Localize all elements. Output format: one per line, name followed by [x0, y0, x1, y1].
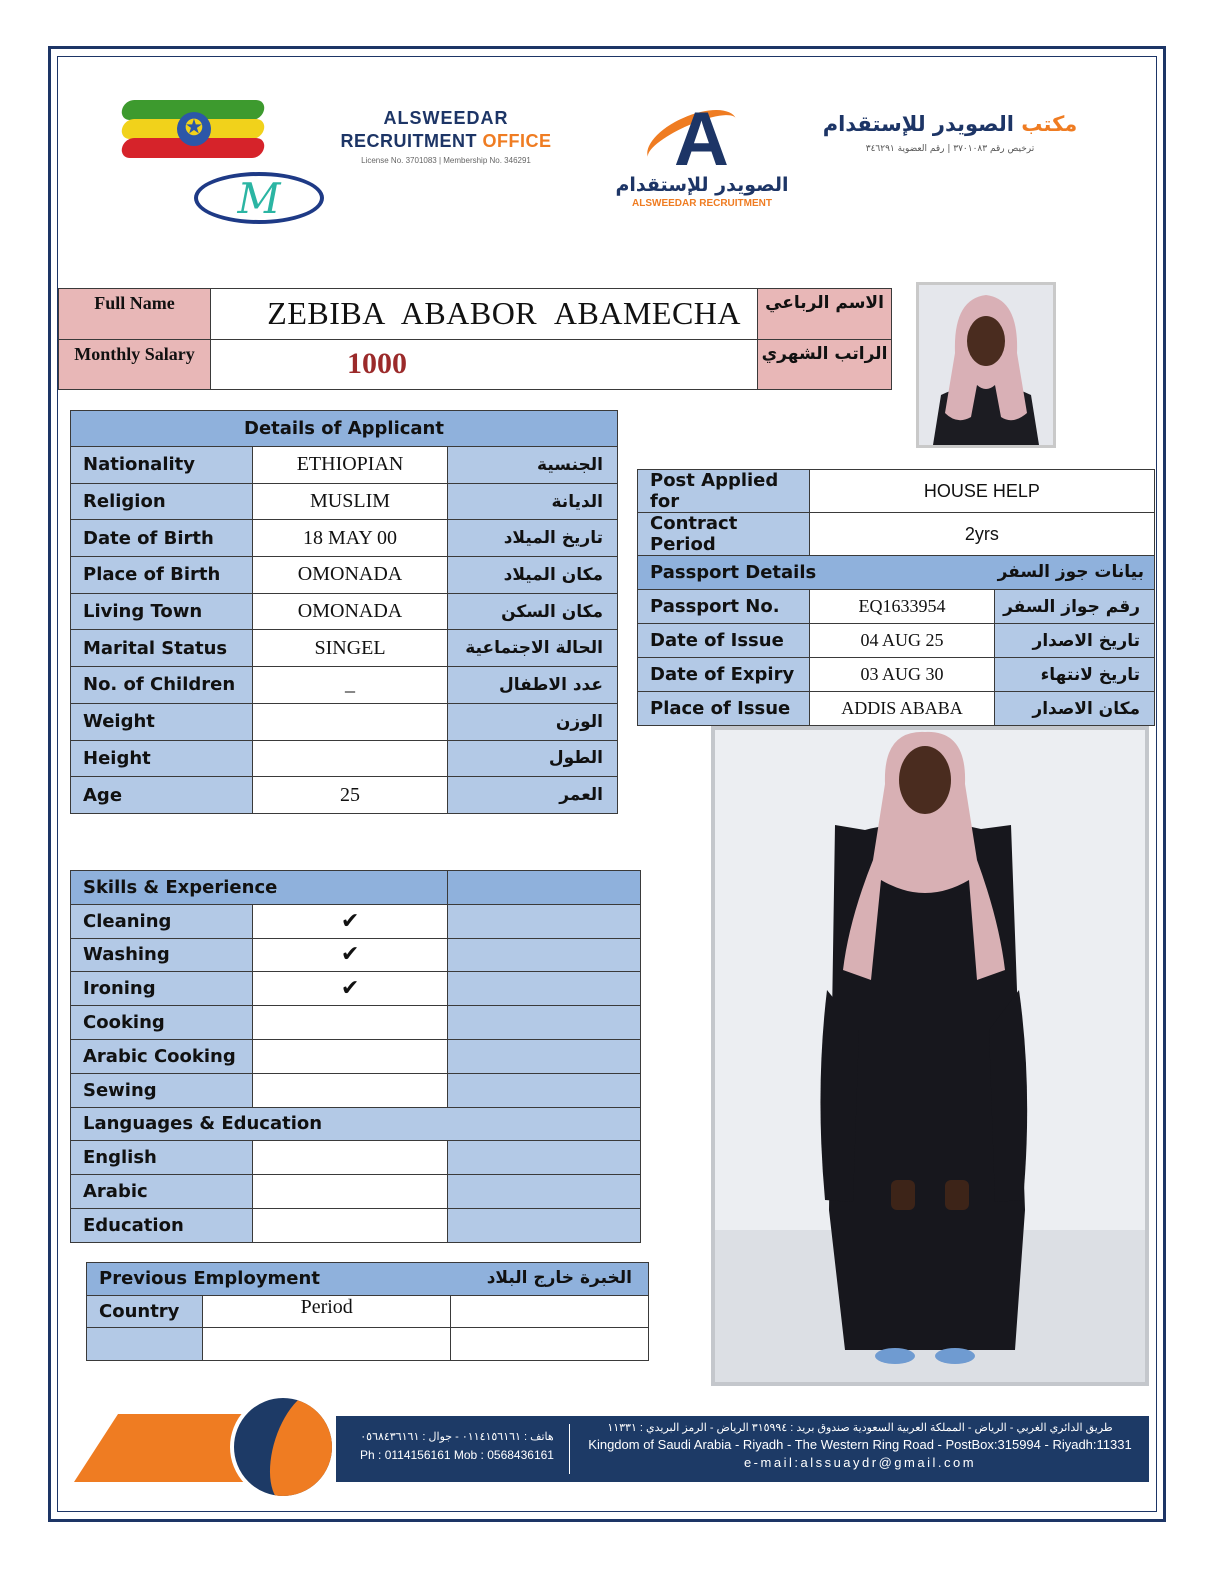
- lang-arabic-label: Arabic: [71, 1175, 253, 1209]
- languages-title: Languages & Education: [71, 1107, 641, 1141]
- issue-date-label-ar: تاريخ الاصدار: [995, 624, 1155, 658]
- dob-label: Date of Birth: [71, 520, 253, 557]
- place-of-issue-label-ar: مكان الاصدار: [995, 692, 1155, 726]
- height-label: Height: [71, 740, 253, 777]
- place-of-birth-label: Place of Birth: [71, 557, 253, 594]
- living-town-label: Living Town: [71, 593, 253, 630]
- country-value: [87, 1328, 203, 1361]
- period-label: Period: [202, 1295, 451, 1328]
- phone-en: Ph : 0114156161 Mob : 0568436161: [360, 1448, 554, 1462]
- age-label: Age: [71, 777, 253, 814]
- footer-contact-bar: [336, 1416, 1149, 1482]
- religion-label: Religion: [71, 483, 253, 520]
- contract-value: 2yrs: [809, 513, 1154, 556]
- height-value: [252, 740, 448, 777]
- address-en: Kingdom of Saudi Arabia - Riyadh - The Western Ring Road - PostBox:315994 - Riyadh:11331: [588, 1437, 1132, 1452]
- expiry-date-label-ar: تاريخ لانتهاء: [995, 658, 1155, 692]
- contract-label: Contract Period: [638, 513, 810, 556]
- religion-value: MUSLIM: [252, 483, 448, 520]
- details-title: Details of Applicant: [71, 411, 618, 447]
- marital-status-value: SINGEL: [252, 630, 448, 667]
- footer-logo-circle: [230, 1394, 336, 1500]
- skill-sewing-label: Sewing: [71, 1073, 253, 1107]
- age-label-ar: العمر: [448, 777, 618, 814]
- email-link[interactable]: e-mail:alssuaydr@gmail.com: [743, 1455, 977, 1470]
- skill-washing-label: Washing: [71, 938, 253, 972]
- passport-no-label-ar: رقم جواز السفر: [995, 590, 1155, 624]
- passport-details-table: [637, 469, 1155, 726]
- country-label: Country: [87, 1295, 203, 1328]
- brand-a-logo: A: [644, 102, 754, 178]
- nationality-label: Nationality: [71, 447, 253, 484]
- m-agency-logo: M: [194, 172, 324, 224]
- children-value: _: [252, 667, 448, 704]
- check-icon: ✔: [252, 938, 448, 972]
- skill-sewing-value: [252, 1073, 448, 1107]
- marital-status-label: Marital Status: [71, 630, 253, 667]
- religion-label-ar: الديانة: [448, 483, 618, 520]
- skill-cleaning-label: Cleaning: [71, 904, 253, 938]
- name-salary-table: [58, 288, 892, 390]
- height-label-ar: الطول: [448, 740, 618, 777]
- expiry-date-label: Date of Expiry: [638, 658, 810, 692]
- place-of-birth-value: OMONADA: [252, 557, 448, 594]
- dob-label-ar: تاريخ الميلاد: [448, 520, 618, 557]
- brand-wordmark: الصويدر للإستقدام ALSWEEDAR RECRUITMENT: [615, 174, 789, 209]
- applicant-portrait-photo: [916, 282, 1056, 448]
- issue-date-label: Date of Issue: [638, 624, 810, 658]
- education-value: [252, 1208, 448, 1242]
- lang-english-label: English: [71, 1141, 253, 1175]
- address-ar: طريق الدائري الغربي - الرياض - المملكة العربية السعودية صندوق بريد : ٣١٥٩٩٤ الرياض - الرمز البريدي : ١١٣٣١: [607, 1422, 1113, 1434]
- skill-cooking-value: [252, 1006, 448, 1040]
- education-label: Education: [71, 1208, 253, 1242]
- post-value: HOUSE HELP: [809, 470, 1154, 513]
- salary-label-ar: الراتب الشهري: [758, 339, 892, 390]
- previous-title: Previous Employment الخبرة خارج البلاد: [87, 1263, 649, 1296]
- living-town-value: OMONADA: [252, 593, 448, 630]
- living-town-label-ar: مكان السكن: [448, 593, 618, 630]
- lang-english-value: [252, 1141, 448, 1175]
- lang-arabic-value: [252, 1175, 448, 1209]
- previous-employment-table: [86, 1262, 649, 1361]
- check-icon: ✔: [252, 904, 448, 938]
- office-arabic-logo: مكتب الصويدر للإستقدام ترخيص رقم ٣٧٠١٠٨٣ | رقم العضوية ٣٤٦٢٩١: [822, 112, 1078, 154]
- office-english-logo: ALSWEEDAR RECRUITMENT OFFICE License No. 3701083 | Membership No. 346291: [340, 108, 552, 165]
- full-name-label-ar: الاسم الرباعي: [758, 289, 892, 340]
- issue-date-value: 04 AUG 25: [809, 624, 995, 658]
- skills-experience-table: [70, 870, 641, 1243]
- ethiopia-flag-logo: [122, 100, 264, 160]
- marital-status-label-ar: الحالة الاجتماعية: [448, 630, 618, 667]
- children-label: No. of Children: [71, 667, 253, 704]
- skill-arabic-cooking-label: Arabic Cooking: [71, 1039, 253, 1073]
- full-name-value: ZEBIBA ABABOR ABAMECHA: [211, 289, 758, 340]
- passport-no-label: Passport No.: [638, 590, 810, 624]
- check-icon: ✔: [252, 972, 448, 1006]
- passport-section-title: Passport Details بيانات جوز السفر: [638, 556, 1155, 590]
- skill-ironing-label: Ironing: [71, 972, 253, 1006]
- place-of-issue-value: ADDIS ABABA: [809, 692, 995, 726]
- applicant-full-photo: [711, 726, 1149, 1386]
- dob-value: 18 MAY 00: [252, 520, 448, 557]
- skills-title: Skills & Experience: [71, 871, 448, 905]
- applicant-details-table: [70, 410, 618, 814]
- nationality-value: ETHIOPIAN: [252, 447, 448, 484]
- salary-label: Monthly Salary: [59, 339, 211, 390]
- star-emblem-icon: ✪: [177, 112, 211, 146]
- weight-label-ar: الوزن: [448, 703, 618, 740]
- nationality-label-ar: الجنسية: [448, 447, 618, 484]
- phone-ar: هاتف : ٠١١٤١٥٦١٦١ - جوال : ٠٥٦٨٤٣٦١٦١: [360, 1431, 554, 1443]
- place-of-issue-label: Place of Issue: [638, 692, 810, 726]
- age-value: 25: [252, 777, 448, 814]
- passport-no-value: EQ1633954: [809, 590, 995, 624]
- weight-value: [252, 703, 448, 740]
- skill-arabic-cooking-value: [252, 1039, 448, 1073]
- weight-label: Weight: [71, 703, 253, 740]
- period-value: [202, 1328, 451, 1361]
- expiry-date-value: 03 AUG 30: [809, 658, 995, 692]
- post-label: Post Applied for: [638, 470, 810, 513]
- place-of-birth-label-ar: مكان الميلاد: [448, 557, 618, 594]
- salary-value: 1000: [211, 339, 758, 390]
- skill-cooking-label: Cooking: [71, 1006, 253, 1040]
- children-label-ar: عدد الاطفال: [448, 667, 618, 704]
- full-name-label: Full Name: [59, 289, 211, 340]
